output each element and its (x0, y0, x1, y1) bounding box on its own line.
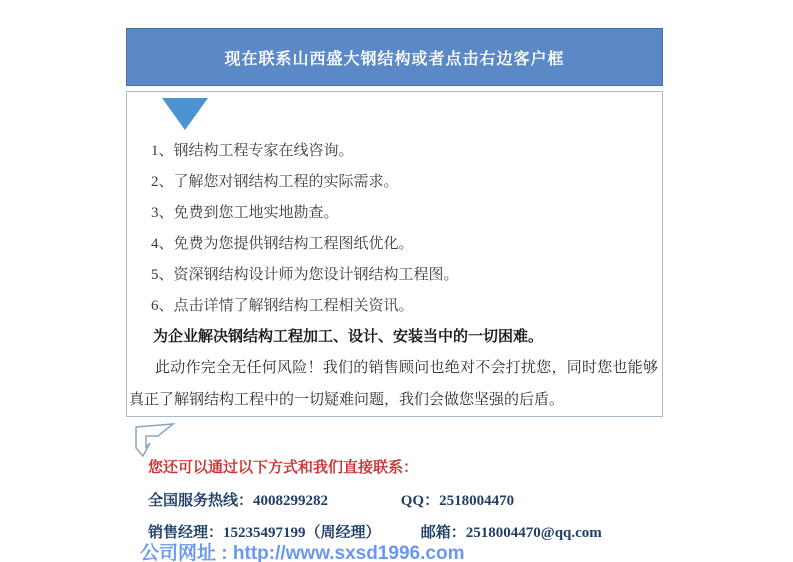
banner-title: 现在联系山西盛大钢结构或者点击右边客户框 (224, 50, 565, 68)
steps-panel (126, 91, 663, 417)
contact-row-hotline (148, 489, 514, 510)
website-label: 公司网址 : (140, 543, 233, 562)
step-item-4: 4、免费为您提供钢结构工程图纸优化。 (151, 236, 414, 252)
company-website-link[interactable] (140, 538, 464, 562)
manager-phone: 销售经理：15235497199（周经理） (148, 525, 381, 541)
flag-icon (126, 420, 176, 460)
qq-number: QQ：2518004470 (400, 493, 515, 509)
promise-paragraph: 此动作完全无任何风险！我们的销售顾问也绝对不会打扰您，同时您也能够真正了解钢结构工程中的一切疑难问题，我们会做您坚强的后盾。 (129, 360, 658, 408)
arrow-down-icon (162, 98, 208, 130)
header-banner (126, 28, 663, 86)
promise-headline: 为企业解决钢结构工程加工、设计、安装当中的一切困难。 (153, 329, 544, 345)
website-url[interactable]: http://www.sxsd1996.com (232, 543, 465, 562)
step-item-5: 5、资深钢结构设计师为您设计钢结构工程图。 (151, 267, 459, 283)
step-item-1: 1、钢结构工程专家在线咨询。 (151, 143, 354, 159)
hotline-number: 全国服务热线：4008299282 (148, 493, 329, 509)
step-item-2: 2、了解您对钢结构工程的实际需求。 (151, 174, 399, 190)
step-item-3: 3、免费到您工地实地勘查。 (151, 205, 339, 221)
contact-intro-text: 您还可以通过以下方式和我们直接联系： (148, 460, 419, 476)
step-item-6: 6、点击详情了解钢结构工程相关资讯。 (151, 298, 414, 314)
email-address: 邮箱：2518004470@qq.com (420, 525, 602, 541)
